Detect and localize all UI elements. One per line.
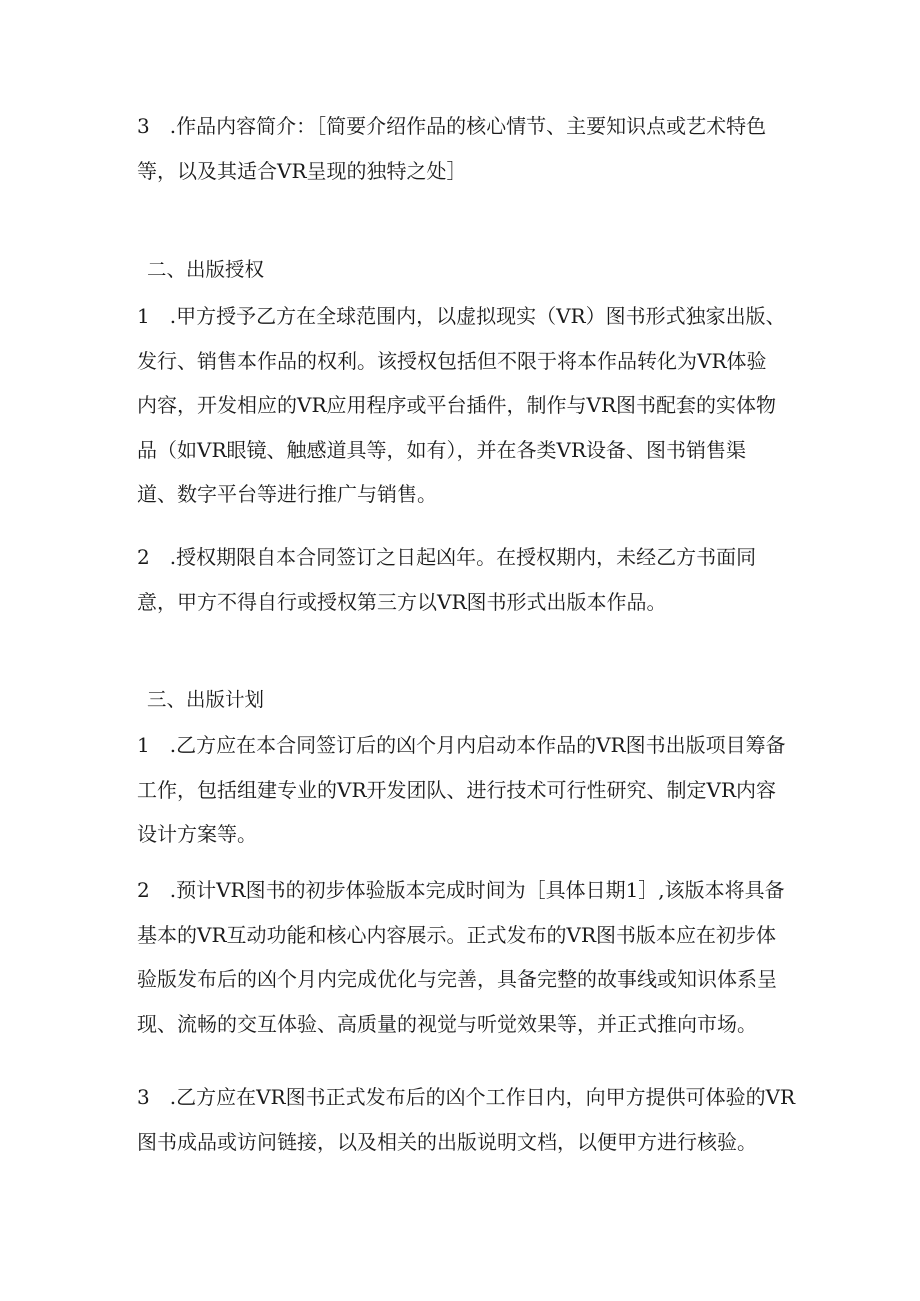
- paragraph-line: 内容，开发相应的VR应用程序或平台插件，制作与VR图书配套的实体物: [137, 393, 777, 417]
- license-term-paragraph: [137, 535, 787, 624]
- paragraph-line: 验版发布后的凶个月内完成优化与完善，具备完整的故事线或知识体系呈: [137, 967, 777, 991]
- plan-schedule-paragraph: [137, 868, 787, 1046]
- section-heading-publishing-plan: 三、出版计划: [147, 688, 265, 711]
- paragraph-line: 品（如VR眼镜、触感道具等，如有），并在各类VR设备、图书销售渠: [137, 437, 747, 462]
- license-grant-paragraph: [137, 294, 787, 517]
- plan-kickoff-paragraph: [137, 723, 787, 857]
- paragraph-line: 2 .授权期限自本合同签订之日起凶年。在授权期内，未经乙方书面同: [137, 545, 757, 569]
- paragraph-line: 图书成品或访问链接，以及相关的出版说明文档，以便甲方进行核验。: [137, 1129, 757, 1154]
- paragraph-line: 设计方案等。: [137, 822, 257, 846]
- paragraph-line: 道、数字平台等进行推广与销售。: [137, 482, 437, 506]
- paragraph-line: 现、流畅的交互体验、高质量的视觉与听觉效果等，并正式推向市场。: [137, 1011, 757, 1036]
- work-intro-paragraph: [137, 104, 787, 193]
- paragraph-line: 基本的VR互动功能和核心内容展示。正式发布的VR图书版本应在初步体: [137, 922, 777, 947]
- paragraph-line: 1 .乙方应在本合同签订后的凶个月内启动本作品的VR图书出版项目筹备: [137, 733, 786, 757]
- paragraph-line: 3 .乙方应在VR图书正式发布后的凶个工作日内，向甲方提供可体验的VR: [137, 1085, 796, 1109]
- paragraph-line: 发行、销售本作品的权利。该授权包括但不限于将本作品转化为VR体验: [137, 348, 767, 373]
- paragraph-line: 工作，包括组建专业的VR开发团队、进行技术可行性研究、制定VR内容: [137, 777, 777, 802]
- plan-delivery-paragraph: [137, 1075, 796, 1164]
- paragraph-line: 1 .甲方授予乙方在全球范围内，以虚拟现实（VR）图书形式独家出版、: [137, 304, 786, 328]
- paragraph-line: 2 .预计VR图书的初步体验版本完成时间为［具体日期1］,该版本将具备: [137, 878, 785, 902]
- paragraph-line: 3 .作品内容简介：［简要介绍作品的核心情节、主要知识点或艺术特色: [137, 114, 767, 138]
- paragraph-line: 意，甲方不得自行或授权第三方以VR图书形式出版本作品。: [137, 589, 667, 614]
- section-heading-publishing-license: 二、出版授权: [147, 258, 265, 281]
- paragraph-line: 等，以及其适合VR呈现的独特之处］: [137, 158, 467, 183]
